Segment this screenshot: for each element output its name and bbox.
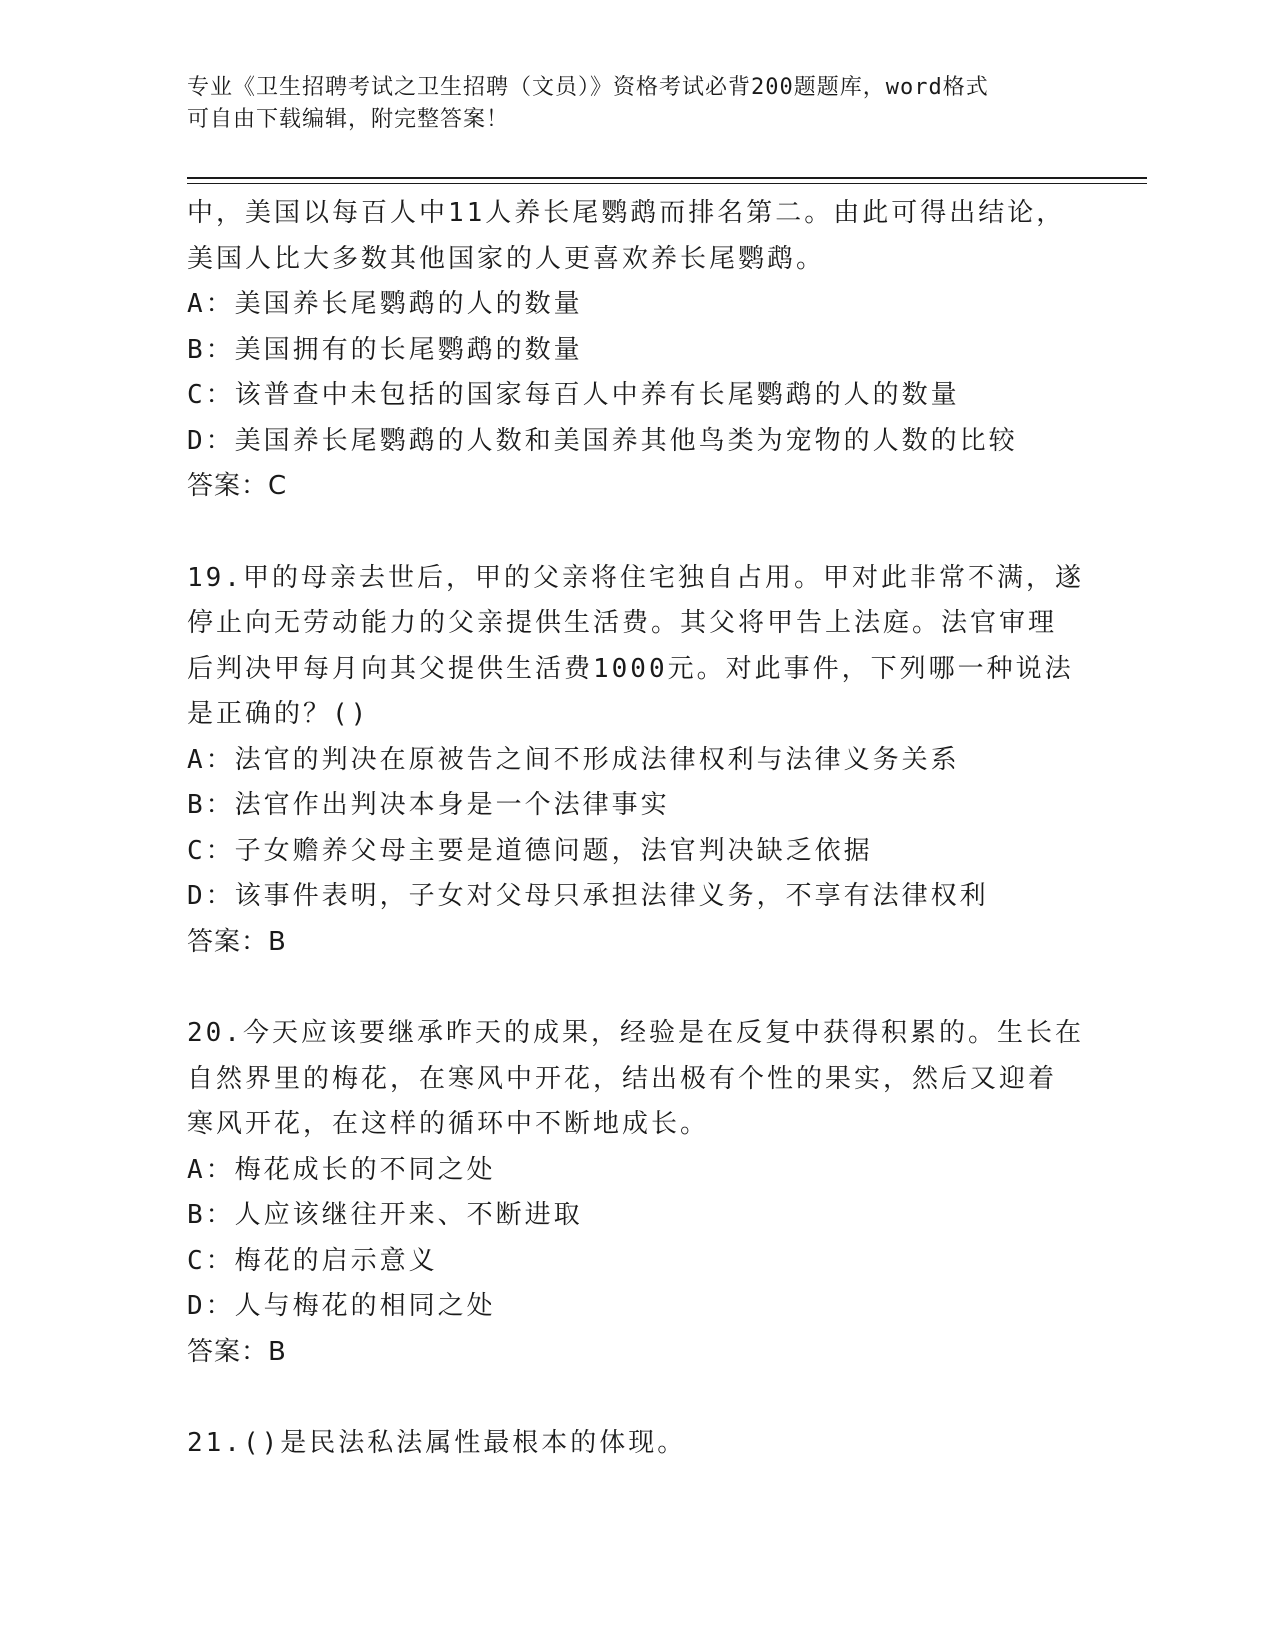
header-line-2: 可自由下载编辑，附完整答案！	[187, 107, 510, 132]
option-c: C：子女赡养父母主要是道德问题，法官判决缺乏依据	[187, 835, 873, 866]
option-b: B：法官作出判决本身是一个法律事实	[187, 790, 670, 820]
answer-label: 答案：C	[187, 471, 288, 501]
answer-label: 答案：B	[187, 1336, 287, 1367]
question-list	[187, 191, 1087, 1467]
question-20	[187, 1011, 1087, 1375]
question-stem-line: 19.甲的母亲去世后，甲的父亲将住宅独自占用。甲对此非常不满，遂	[187, 562, 1084, 593]
question-stem-line: 是正确的？()	[187, 699, 370, 729]
question-18	[187, 191, 1087, 510]
question-19	[187, 556, 1087, 966]
question-stem-line: 20.今天应该要继承昨天的成果，经验是在反复中获得积累的。生长在	[187, 1018, 1084, 1048]
question-spacer	[187, 965, 1087, 1011]
option-b: B：人应该继往开来、不断进取	[187, 1200, 583, 1230]
header-rule-thick	[187, 177, 1147, 179]
question-21	[187, 1421, 1087, 1467]
question-stem-line: 21.()是民法私法属性最根本的体现。	[187, 1428, 687, 1458]
option-c: C：梅花的启示意义	[187, 1245, 438, 1276]
question-stem-line: 寒风开花，在这样的循环中不断地成长。	[187, 1109, 710, 1139]
option-d: D：美国养长尾鹦鹉的人数和美国养其他鸟类为宠物的人数的比较	[187, 425, 1018, 456]
header-rule-thin	[187, 183, 1147, 184]
option-a: A：法官的判决在原被告之间不形成法律权利与法律义务关系	[187, 744, 960, 775]
question-stem-line: 美国人比大多数其他国家的人更喜欢养长尾鹦鹉。	[187, 243, 826, 274]
question-spacer	[187, 1375, 1087, 1421]
header-line-1: 专业《卫生招聘考试之卫生招聘（文员）》资格考试必背200题题库，word格式	[187, 75, 989, 100]
answer-label: 答案：B	[187, 926, 287, 957]
option-c: C：该普查中未包括的国家每百人中养有长尾鹦鹉的人的数量	[187, 380, 960, 410]
option-b: B：美国拥有的长尾鹦鹉的数量	[187, 334, 583, 365]
question-spacer	[187, 510, 1087, 556]
question-stem-line: 自然界里的梅花，在寒风中开花，结出极有个性的果实，然后又迎着	[187, 1063, 1058, 1094]
option-d: D：该事件表明，子女对父母只承担法律义务，不享有法律权利	[187, 881, 989, 911]
question-stem-line: 中，美国以每百人中11人养长尾鹦鹉而排名第二。由此可得出结论，	[187, 198, 1066, 228]
document-header	[187, 72, 1067, 136]
option-a: A：美国养长尾鹦鹉的人的数量	[187, 289, 583, 319]
question-stem-line: 后判决甲每月向其父提供生活费1000元。对此事件，下列哪一种说法	[187, 653, 1074, 684]
option-a: A：梅花成长的不同之处	[187, 1154, 496, 1185]
option-d: D：人与梅花的相同之处	[187, 1291, 496, 1321]
question-stem-line: 停止向无劳动能力的父亲提供生活费。其父将甲告上法庭。法官审理	[187, 608, 1058, 638]
